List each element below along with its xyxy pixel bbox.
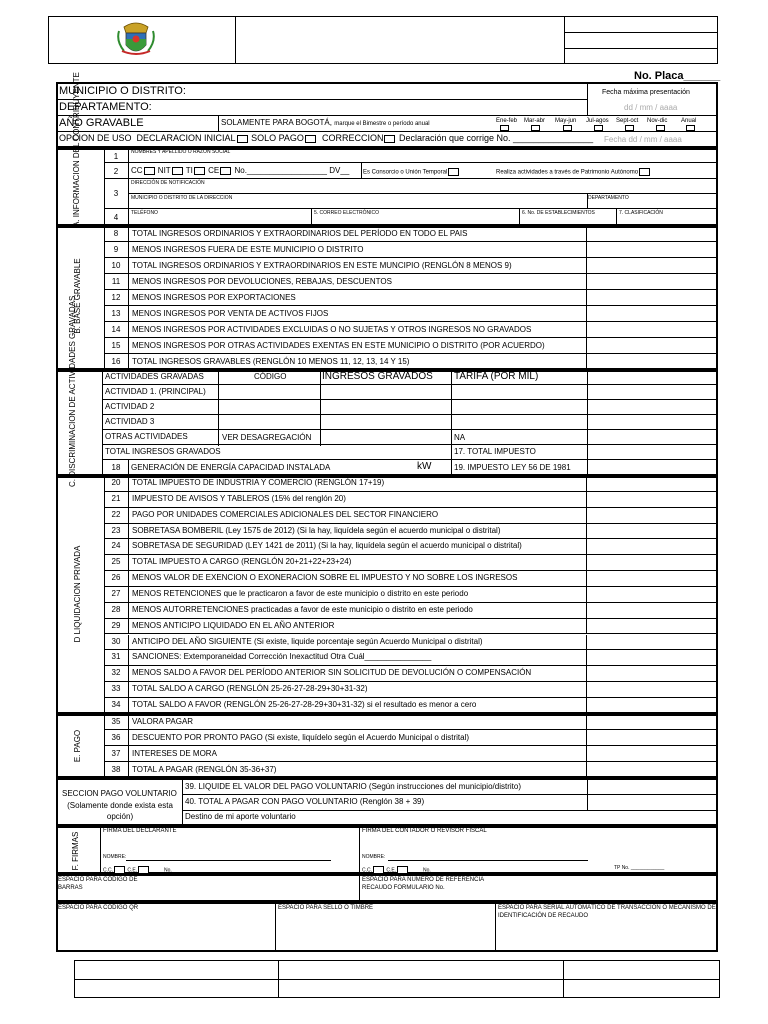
row-description: INTERESES DE MORA bbox=[132, 749, 217, 758]
section-a-label: A. INFORMACION DEL CONTRIBUYENTE bbox=[72, 72, 81, 227]
voluntario-subtitle: (Solamente donde exista esta opción) bbox=[67, 801, 173, 821]
section-f-label: F. FIRMAS bbox=[71, 831, 80, 871]
row-number: 25 bbox=[104, 555, 129, 570]
value-field[interactable] bbox=[586, 714, 717, 730]
row-40-label: 40. TOTAL A PAGAR CON PAGO VOLUNTARIO (Renglón 38 + 39) bbox=[185, 797, 425, 806]
value-field[interactable] bbox=[586, 650, 717, 666]
row-number: 23 bbox=[104, 524, 129, 539]
section-d-row-25 bbox=[104, 555, 716, 571]
row-description: MENOS INGRESOS POR DEVOLUCIONES, REBAJAS, DESCUENTOS bbox=[132, 277, 392, 286]
checkbox-consorcio[interactable] bbox=[448, 168, 459, 176]
coat-of-arms-logo bbox=[116, 17, 156, 59]
checkbox-contador-ce[interactable] bbox=[397, 866, 408, 874]
row-number-18: 18 bbox=[111, 463, 121, 472]
consorcio-label: Es Consorcio o Unión Temporal bbox=[363, 168, 460, 176]
value-field[interactable] bbox=[586, 274, 717, 290]
row-description: MENOS SALDO A FAVOR DEL PERÍODO ANTERIOR SIN SOLICITUD DE DEVOLUCIÓN O COMPENSACIÓN bbox=[132, 668, 532, 678]
value-field[interactable] bbox=[586, 555, 717, 571]
numero-referencia-space: ESPACIO PARA NÚMERO DE REFERENCIA RECAUDO FORMULARIO No. bbox=[362, 877, 484, 891]
section-e-row-37 bbox=[104, 746, 716, 762]
section-d-row-22 bbox=[104, 508, 716, 524]
opcion-uso-row: OPCION DE USO DECLARACION INICIAL SOLO PAGO CORRECCION Declaración que corrige No. ________________ bbox=[59, 133, 594, 143]
kw-unit-label: kW bbox=[417, 461, 432, 472]
row-description: MENOS INGRESOS FUERA DE ESTE MUNICIPIO O DISTRITO bbox=[132, 245, 364, 254]
value-field[interactable] bbox=[586, 242, 717, 258]
section-d-row-20 bbox=[104, 476, 716, 492]
contador-id-row: C.C. C.E. No. ________________________________ bbox=[362, 867, 522, 874]
sello-timbre-space: ESPACIO PARA SELLO O TIMBRE bbox=[278, 905, 374, 911]
value-field[interactable] bbox=[586, 587, 717, 603]
codigo-barras-space: ESPACIO PARA CÓDIGO DE BARRAS bbox=[58, 877, 138, 891]
row-number: 37 bbox=[104, 746, 129, 761]
firma-contador-label: FIRMA DEL CONTADOR O REVISOR FISCAL bbox=[362, 828, 487, 834]
value-field[interactable] bbox=[586, 539, 717, 555]
row-number: 9 bbox=[104, 242, 129, 257]
row-description: SOBRETASA DE SEGURIDAD (LEY 1421 de 2011) (Si la hay, liquídela según el acuerdo municipal o distrital) bbox=[132, 541, 522, 551]
row-description: ANTICIPO DEL AÑO SIGUIENTE (Si existe, liquide porcentaje según Acuerdo Municipal o distrital) bbox=[132, 636, 483, 646]
section-b-row-11 bbox=[104, 274, 716, 290]
departamento-label: DEPARTAMENTO: bbox=[59, 101, 152, 113]
departamento-dir-label: DEPARTAMENTO bbox=[588, 195, 629, 201]
row-description: MENOS VALOR DE EXENCION O EXONERACION SOBRE EL IMPUESTO Y NO SOBRE LOS INGRESOS bbox=[132, 573, 518, 583]
row-description: MENOS INGRESOS POR VENTA DE ACTIVOS FIJOS bbox=[132, 309, 329, 318]
value-field[interactable] bbox=[586, 635, 717, 651]
row-number: 24 bbox=[104, 539, 129, 554]
section-e-row-38 bbox=[104, 762, 716, 778]
row-description: MENOS INGRESOS POR EXPORTACIONES bbox=[132, 293, 296, 302]
row-description: TOTAL INGRESOS ORDINARIOS Y EXTRAORDINARIOS DEL PERÍODO EN TODO EL PAIS bbox=[132, 229, 468, 238]
value-field[interactable] bbox=[586, 290, 717, 306]
checkbox-declaracion-inicial[interactable] bbox=[237, 135, 248, 143]
row-number: 29 bbox=[104, 619, 129, 634]
tarifa-header: TARIFA (POR MIL) bbox=[454, 371, 539, 382]
value-field[interactable] bbox=[586, 258, 717, 274]
row-number: 16 bbox=[104, 354, 129, 369]
actividad-2-label: ACTIVIDAD 2 bbox=[105, 402, 155, 411]
row-number: 8 bbox=[104, 226, 129, 241]
value-field[interactable] bbox=[586, 603, 717, 619]
section-d-row-33 bbox=[104, 682, 716, 698]
section-d-row-29 bbox=[104, 619, 716, 635]
fecha-maxima-label: Fecha máxima presentación bbox=[602, 89, 690, 96]
section-b-row-12 bbox=[104, 290, 716, 306]
value-field[interactable] bbox=[586, 476, 717, 492]
section-b-row-9 bbox=[104, 242, 716, 258]
bimestre-mar-abr: Mar-abr bbox=[524, 118, 546, 124]
section-d-row-31 bbox=[104, 650, 716, 666]
declarante-nombre-label: NOMBRE: bbox=[103, 854, 127, 860]
row-description: TOTAL IMPUESTO DE INDUSTRIA Y COMERCIO (RENGLÓN 17+19) bbox=[132, 478, 385, 487]
bimestre-anual: Anual bbox=[681, 118, 697, 124]
section-b-row-16 bbox=[104, 354, 716, 370]
ingresos-gravados-header: INGRESOS GRAVADOS bbox=[322, 371, 433, 382]
declarante-id-row: C.C. C.E. No. ________________________________ bbox=[103, 867, 263, 874]
contador-nombre-label: NOMBRE: bbox=[362, 854, 386, 860]
ver-desagregacion-label: VER DESAGREGACIÓN bbox=[222, 433, 312, 442]
row-number: 20 bbox=[104, 476, 129, 491]
section-d-row-21 bbox=[104, 492, 716, 508]
row-description: TOTAL A PAGAR (RENGLÓN 35-36+37) bbox=[132, 765, 277, 774]
row-number: 27 bbox=[104, 587, 129, 602]
direccion-label: DIRECCIÓN DE NOTIFICACIÓN bbox=[131, 180, 205, 186]
row-number-4: 4 bbox=[113, 213, 119, 222]
correo-label: 5. CORREO ELECTRÓNICO bbox=[314, 210, 380, 216]
row-description: TOTAL INGRESOS GRAVABLES (RENGLÓN 10 MENOS 11, 12, 13, 14 Y 15) bbox=[132, 357, 410, 366]
row-description: SOBRETASA BOMBERIL (Ley 1575 de 2012) (Si la hay, liquídela según el acuerdo municipal o distrital) bbox=[132, 525, 501, 535]
row-number: 26 bbox=[104, 571, 129, 586]
row-description: MENOS INGRESOS POR OTRAS ACTIVIDADES EXENTAS EN ESTE MUNICIPIO O DISTRITO (POR ACUERDO) bbox=[132, 341, 545, 350]
checkbox-ce[interactable] bbox=[220, 167, 231, 175]
anio-gravable-label: AÑO GRAVABLE bbox=[59, 117, 144, 129]
total-impuesto-label: 17. TOTAL IMPUESTO bbox=[454, 447, 536, 456]
actividad-1-label: ACTIVIDAD 1. (PRINCIPAL) bbox=[105, 387, 206, 396]
ley-56-label: 19. IMPUESTO LEY 56 DE 1981 bbox=[454, 463, 571, 472]
fecha-presentacion-field[interactable]: Fecha dd / mm / aaaa bbox=[604, 135, 682, 144]
checkbox-cc[interactable] bbox=[144, 167, 155, 175]
row-description: PAGO POR UNIDADES COMERCIALES ADICIONALES DEL SECTOR FINANCIERO bbox=[132, 509, 439, 519]
section-d-row-34 bbox=[104, 698, 716, 714]
value-field[interactable] bbox=[586, 306, 717, 322]
checkbox-declarante-ce[interactable] bbox=[138, 866, 149, 874]
row-number: 33 bbox=[104, 682, 129, 697]
row-description: VALORA PAGAR bbox=[132, 717, 194, 726]
tp-label: TP No. ____________ bbox=[614, 865, 665, 871]
row-number: 14 bbox=[104, 322, 129, 337]
row-number: 21 bbox=[104, 492, 129, 507]
row-number: 12 bbox=[104, 290, 129, 305]
checkbox-declarante-cc[interactable] bbox=[114, 866, 125, 874]
generacion-energia-label: GENERACIÓN DE ENERGÍA CAPACIDAD INSTALADA bbox=[131, 463, 331, 472]
fecha-maxima-field[interactable]: dd / mm / aaaa bbox=[624, 103, 678, 112]
na-label: NA bbox=[454, 433, 466, 442]
value-field[interactable] bbox=[586, 571, 717, 587]
row-number: 30 bbox=[104, 635, 129, 650]
section-e-row-35 bbox=[104, 714, 716, 730]
row-description: MENOS AUTORRETENCIONES practicadas a favor de este municipio o distrito en este periodo bbox=[132, 604, 473, 614]
serial-transaccion-space: ESPACIO PARA SERIAL AUTOMÁTICO DE TRANSACCIÓN O MECANISMO DE IDENTIFICACIÓN DE RECAUDO bbox=[498, 905, 716, 919]
municipio-label: MUNICIPIO O DISTRITO: bbox=[59, 85, 186, 97]
row-description: DESCUENTO POR PRONTO PAGO (Si existe, liquídelo según el Acuerdo Municipal o distrital) bbox=[132, 733, 470, 742]
value-field[interactable] bbox=[586, 508, 717, 524]
value-field[interactable] bbox=[586, 730, 717, 746]
row-number: 31 bbox=[104, 650, 129, 665]
firma-declarante-label: FIRMA DEL DECLARANTE bbox=[103, 828, 177, 834]
row-description: MENOS RETENCIONES que le practicaron a favor de este municipio o distrito en este periodo bbox=[132, 588, 469, 598]
establecimientos-label: 6. No. DE ESTABLECIMIENTOS bbox=[522, 210, 595, 216]
section-b-row-15 bbox=[104, 338, 716, 354]
voluntario-title: SECCION PAGO VOLUNTARIO bbox=[62, 789, 177, 798]
row-description: TOTAL INGRESOS ORDINARIOS Y EXTRAORDINARIOS EN ESTE MUNCIPIO (RENGLÓN 8 MENOS 9) bbox=[132, 261, 512, 270]
row-number: 22 bbox=[104, 508, 129, 523]
checkbox-ti[interactable] bbox=[194, 167, 205, 175]
section-b-row-10 bbox=[104, 258, 716, 274]
row-description: TOTAL SALDO A FAVOR (RENGLÓN 25-26-27-28-29+30+31-32) si el resultado es menor a cero bbox=[132, 699, 477, 709]
row-number: 35 bbox=[104, 714, 129, 729]
no-placa-label: No. Placa______ bbox=[634, 70, 721, 82]
section-c-block bbox=[56, 370, 718, 476]
row-number-2: 2 bbox=[113, 167, 119, 176]
row-number: 10 bbox=[104, 258, 129, 273]
codigo-qr-space: ESPACIO PARA CODIGO QR bbox=[58, 905, 139, 911]
section-b-label: B. BASE GRAVABLE bbox=[73, 258, 82, 334]
checkbox-patrimonio[interactable] bbox=[639, 168, 650, 176]
nombres-label: NOMBRES Y APELLIDO O RAZON SOCIAL bbox=[131, 149, 231, 155]
row-number: 34 bbox=[104, 698, 129, 713]
value-field[interactable] bbox=[586, 524, 717, 540]
row-39-label: 39. LIQUIDE EL VALOR DEL PAGO VOLUNTARIO (Según instrucciones del municipio/distrito) bbox=[185, 782, 521, 791]
value-field[interactable] bbox=[586, 698, 717, 714]
row-description: MENOS INGRESOS POR ACTIVIDADES EXCLUIDAS O NO SUJETAS Y OTROS INGRESOS NO GRAVADOS bbox=[132, 325, 532, 334]
section-d-row-27 bbox=[104, 587, 716, 603]
checkbox-contador-cc[interactable] bbox=[373, 866, 384, 874]
total-ingresos-gravados-label: TOTAL INGRESOS GRAVADOS bbox=[105, 447, 221, 456]
section-d-row-32 bbox=[104, 666, 716, 682]
section-d-label: D LIQUIDACION PRIVADA bbox=[73, 545, 82, 643]
bimestre-sept-oct: Sept-oct bbox=[616, 118, 639, 124]
bogota-label: SOLAMENTE PARA BOGOTÁ, marque el Bimestre o período anual bbox=[221, 118, 430, 127]
row-number: 32 bbox=[104, 666, 129, 681]
section-d-row-26 bbox=[104, 571, 716, 587]
section-d-row-30 bbox=[104, 635, 716, 651]
row-number: 38 bbox=[104, 762, 129, 777]
clasificacion-label: 7. CLASIFICACIÓN bbox=[619, 210, 663, 216]
destino-aporte-label: Destino de mi aporte voluntario bbox=[185, 812, 296, 821]
bimestre-nov-dic: Nov-dic bbox=[647, 118, 668, 124]
value-field[interactable] bbox=[586, 746, 717, 762]
row-description: MENOS ANTICIPO LIQUIDADO EN EL AÑO ANTERIOR bbox=[132, 620, 335, 630]
value-field[interactable] bbox=[586, 492, 717, 508]
row-number: 11 bbox=[104, 274, 129, 289]
section-e-row-36 bbox=[104, 730, 716, 746]
section-b-row-8 bbox=[104, 226, 716, 242]
municipio-dir-label: MUNICIPIO O DISTRITO DE LA DIRECCION bbox=[131, 195, 233, 201]
patrimonio-label: Realiza actividades a través de Patrimonio Autónomo bbox=[496, 168, 651, 176]
section-c-label: C. DISCRIMINACION DE ACTIVIDADES GRAVADAS bbox=[68, 295, 77, 487]
identification-row: CC NIT TI CE No.__________________ DV__ bbox=[131, 166, 350, 176]
row-number-3: 3 bbox=[113, 189, 119, 198]
row-description: TOTAL IMPUESTO A CARGO (RENGLÓN 20+21+22+23+24) bbox=[132, 557, 352, 567]
row-number: 36 bbox=[104, 730, 129, 745]
checkbox-solo-pago[interactable] bbox=[305, 135, 316, 143]
section-d-row-24 bbox=[104, 539, 716, 555]
row-description: TOTAL SALDO A CARGO (RENGLÓN 25-26-27-28-29+30+31-32) bbox=[132, 684, 368, 694]
value-field[interactable] bbox=[586, 682, 717, 698]
row-number: 13 bbox=[104, 306, 129, 321]
section-d-row-23 bbox=[104, 524, 716, 540]
section-e-label: E. PAGO bbox=[73, 729, 82, 763]
value-field[interactable] bbox=[586, 354, 717, 370]
value-field[interactable] bbox=[586, 619, 717, 635]
checkbox-correccion[interactable] bbox=[384, 135, 395, 143]
value-field[interactable] bbox=[586, 762, 717, 778]
bimestre-jul-agos: Jul-agos bbox=[586, 118, 609, 124]
row-number-1: 1 bbox=[113, 152, 119, 161]
value-field[interactable] bbox=[586, 338, 717, 354]
section-b-row-14 bbox=[104, 322, 716, 338]
section-b-row-13 bbox=[104, 306, 716, 322]
actividades-gravadas-header: ACTIVIDADES GRAVADAS bbox=[105, 372, 204, 381]
row-description: SANCIONES: Extemporaneidad Corrección Inexactitud Otra Cuál_______________ bbox=[132, 652, 432, 662]
value-field[interactable] bbox=[586, 322, 717, 338]
row-number: 15 bbox=[104, 338, 129, 353]
bimestre-may-jun: May-jun bbox=[555, 118, 577, 124]
bimestre-ene-feb: Ene-feb bbox=[496, 118, 518, 124]
actividad-3-label: ACTIVIDAD 3 bbox=[105, 417, 155, 426]
row-description: IMPUESTO DE AVISOS Y TABLEROS (15% del renglón 20) bbox=[132, 493, 346, 503]
row-number: 28 bbox=[104, 603, 129, 618]
value-field[interactable] bbox=[586, 226, 717, 242]
codigo-header: CÓDIGO bbox=[254, 372, 287, 381]
checkbox-nit[interactable] bbox=[172, 167, 183, 175]
otras-actividades-label: OTRAS ACTIVIDADES bbox=[105, 432, 188, 441]
value-field[interactable] bbox=[586, 666, 717, 682]
section-d-row-28 bbox=[104, 603, 716, 619]
telefono-label: TELÉFONO bbox=[131, 210, 158, 216]
